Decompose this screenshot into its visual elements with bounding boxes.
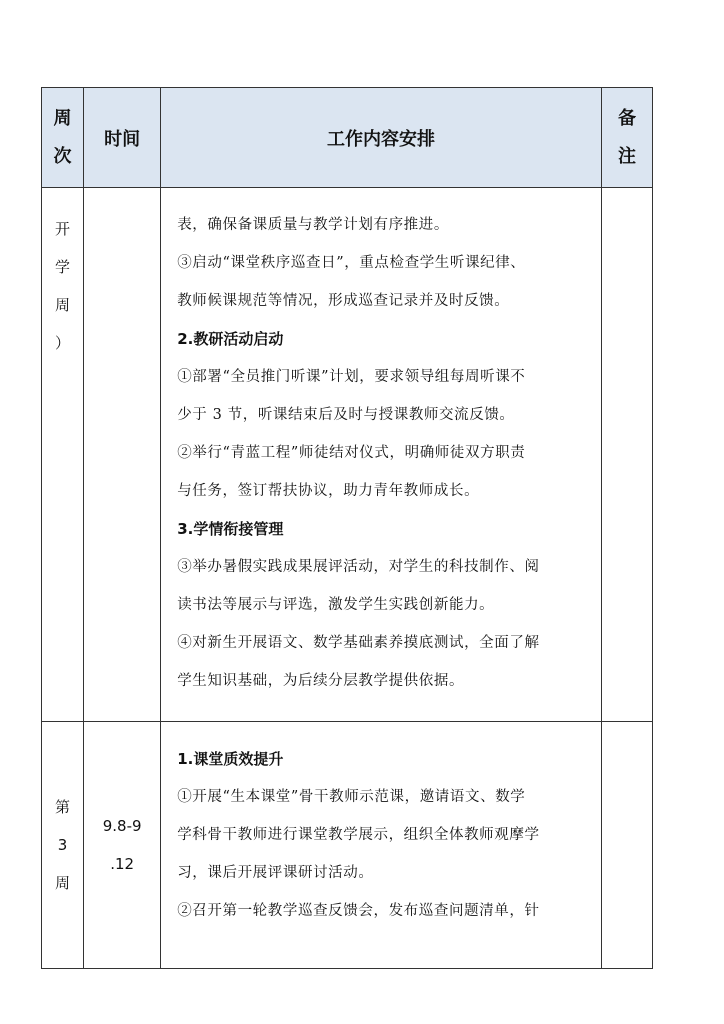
content-line: ①开展“生本课堂”骨干教师示范课，邀请语文、数学: [177, 789, 526, 805]
content-line: ②召开第一轮教学巡查反馈会，发布巡查问题清单，针: [177, 903, 540, 919]
week-cell: [42, 188, 84, 722]
time-line: .12: [110, 855, 135, 873]
section-title: 3.学情衔接管理: [177, 520, 284, 538]
header-week: [42, 88, 84, 188]
content-line: 读书法等展示与评选，激发学生实践创新能力。: [177, 597, 495, 613]
header-note: [601, 88, 652, 188]
time-cell: [84, 722, 161, 969]
table-header-row: [42, 88, 653, 188]
content-line: 习，课后开展评课研讨活动。: [177, 865, 374, 881]
content-line: 少于 3 节，听课结束后及时与授课教师交流反馈。: [177, 407, 515, 423]
header-note-char: 备: [617, 107, 636, 129]
content-cell: [161, 722, 602, 969]
week-char: 周: [55, 296, 71, 314]
content-line: ③启动“课堂秩序巡查日”，重点检查学生听课纪律、: [177, 255, 526, 271]
time-cell: [84, 188, 161, 722]
header-note-char: 注: [617, 145, 636, 167]
content-cell: [161, 188, 602, 722]
header-time: 时间: [84, 88, 161, 188]
time-line: 9.8-9: [102, 817, 142, 835]
week-char: 第: [55, 798, 71, 816]
week-char: 周: [55, 874, 71, 892]
note-cell: [601, 188, 652, 722]
content-line: 学科骨干教师进行课堂教学展示，组织全体教师观摩学: [177, 827, 540, 843]
content-line: ②举行“青蓝工程”师徒结对仪式，明确师徒双方职责: [177, 445, 526, 461]
section-title: 2.教研活动启动: [177, 330, 284, 348]
week-cell: [42, 722, 84, 969]
content-line: ①部署“全员推门听课”计划，要求领导组每周听课不: [177, 369, 526, 385]
content-line: ④对新生开展语文、数学基础素养摸底测试，全面了解: [177, 635, 540, 651]
header-content: 工作内容安排: [161, 88, 602, 188]
note-cell: [601, 722, 652, 969]
content-line: 与任务，签订帮扶协议，助力青年教师成长。: [177, 483, 480, 499]
week-char: 学: [55, 258, 71, 276]
header-week-char: 周: [53, 107, 72, 129]
content-line: 学生知识基础，为后续分层教学提供依据。: [177, 673, 465, 689]
week-char: 开: [55, 220, 71, 238]
content-line: ③举办暑假实践成果展评活动，对学生的科技制作、阅: [177, 559, 540, 575]
section-title: 1.课堂质效提升: [177, 750, 284, 768]
table-row: [42, 722, 653, 969]
header-week-char: 次: [53, 145, 72, 167]
content-line: 表，确保备课质量与教学计划有序推进。: [177, 217, 449, 233]
week-char: 3: [57, 836, 68, 854]
week-char: ）: [55, 334, 71, 352]
table-row: [42, 188, 653, 722]
content-line: 教师候课规范等情况，形成巡查记录并及时反馈。: [177, 293, 510, 309]
work-plan-table: [41, 87, 653, 969]
